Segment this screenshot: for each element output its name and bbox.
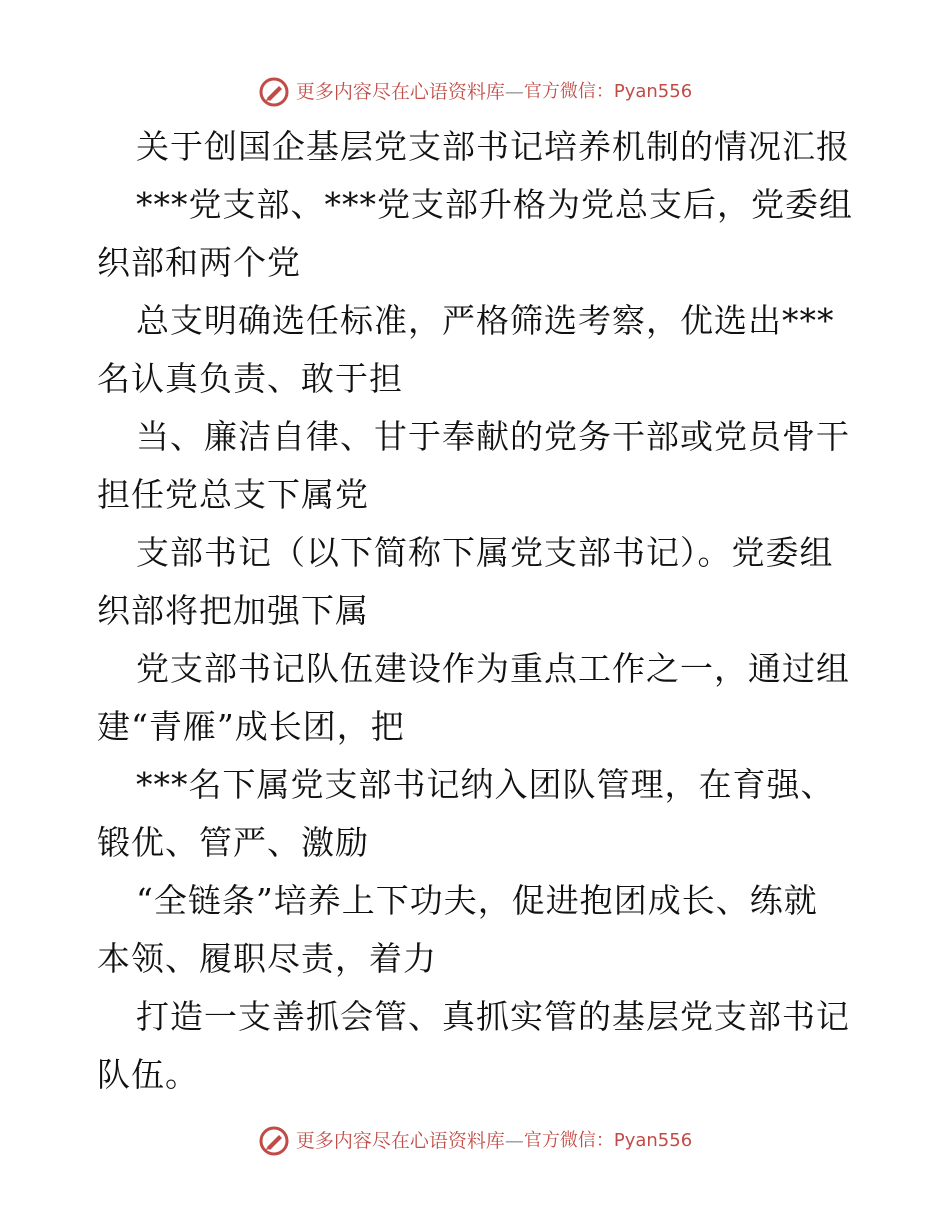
- footer-banner-separator: —: [504, 1129, 524, 1152]
- paragraph-line: 织部将把加强下属: [97, 591, 369, 630]
- footer-banner: [0, 1121, 950, 1161]
- document-title: 关于创国企基层党支部书记培养机制的情况汇报: [136, 127, 850, 166]
- document-body: [97, 118, 857, 1104]
- header-banner: [0, 72, 950, 112]
- paragraph-line: ***名下属党支部书记纳入团队管理，在育强、: [136, 765, 835, 804]
- paragraph-line: 建“青雁”成长团，把: [97, 707, 405, 746]
- paragraph-line: 党支部书记队伍建设作为重点工作之一，通过组: [136, 649, 850, 688]
- paragraph-line: ***党支部、***党支部升格为党总支后，党委组: [136, 185, 853, 224]
- footer-banner-text: 更多内容尽在心语资料库: [295, 1129, 505, 1152]
- pen-nib-logo-icon: [258, 1125, 290, 1157]
- footer-banner-wechat: 官方微信：Pyan556: [523, 1130, 693, 1151]
- pen-nib-logo-icon: [258, 76, 290, 108]
- paragraph-line: 当、廉洁自律、甘于奉献的党务干部或党员骨干: [136, 417, 850, 456]
- paragraph-line: 本领、履职尽责，着力: [97, 939, 437, 978]
- paragraph-line: 队伍。: [97, 1055, 199, 1094]
- paragraph-line: 锻优、管严、激励: [97, 823, 369, 862]
- paragraph-line: 支部书记（以下简称下属党支部书记）。党委组: [136, 533, 834, 572]
- paragraph-line: 织部和两个党: [97, 243, 301, 282]
- paragraph-line: 打造一支善抓会管、真抓实管的基层党支部书记: [136, 997, 850, 1036]
- paragraph-line: 名认真负责、敢于担: [97, 359, 403, 398]
- paragraph-line: 总支明确选任标准，严格筛选考察，优选出***: [136, 301, 835, 340]
- header-banner-wechat: 官方微信：Pyan556: [523, 81, 693, 102]
- paragraph-line: 担任党总支下属党: [97, 475, 369, 514]
- header-banner-text: 更多内容尽在心语资料库: [295, 80, 505, 103]
- header-banner-separator: —: [504, 80, 524, 103]
- paragraph-line: “全链条”培养上下功夫，促进抱团成长、练就: [136, 881, 818, 920]
